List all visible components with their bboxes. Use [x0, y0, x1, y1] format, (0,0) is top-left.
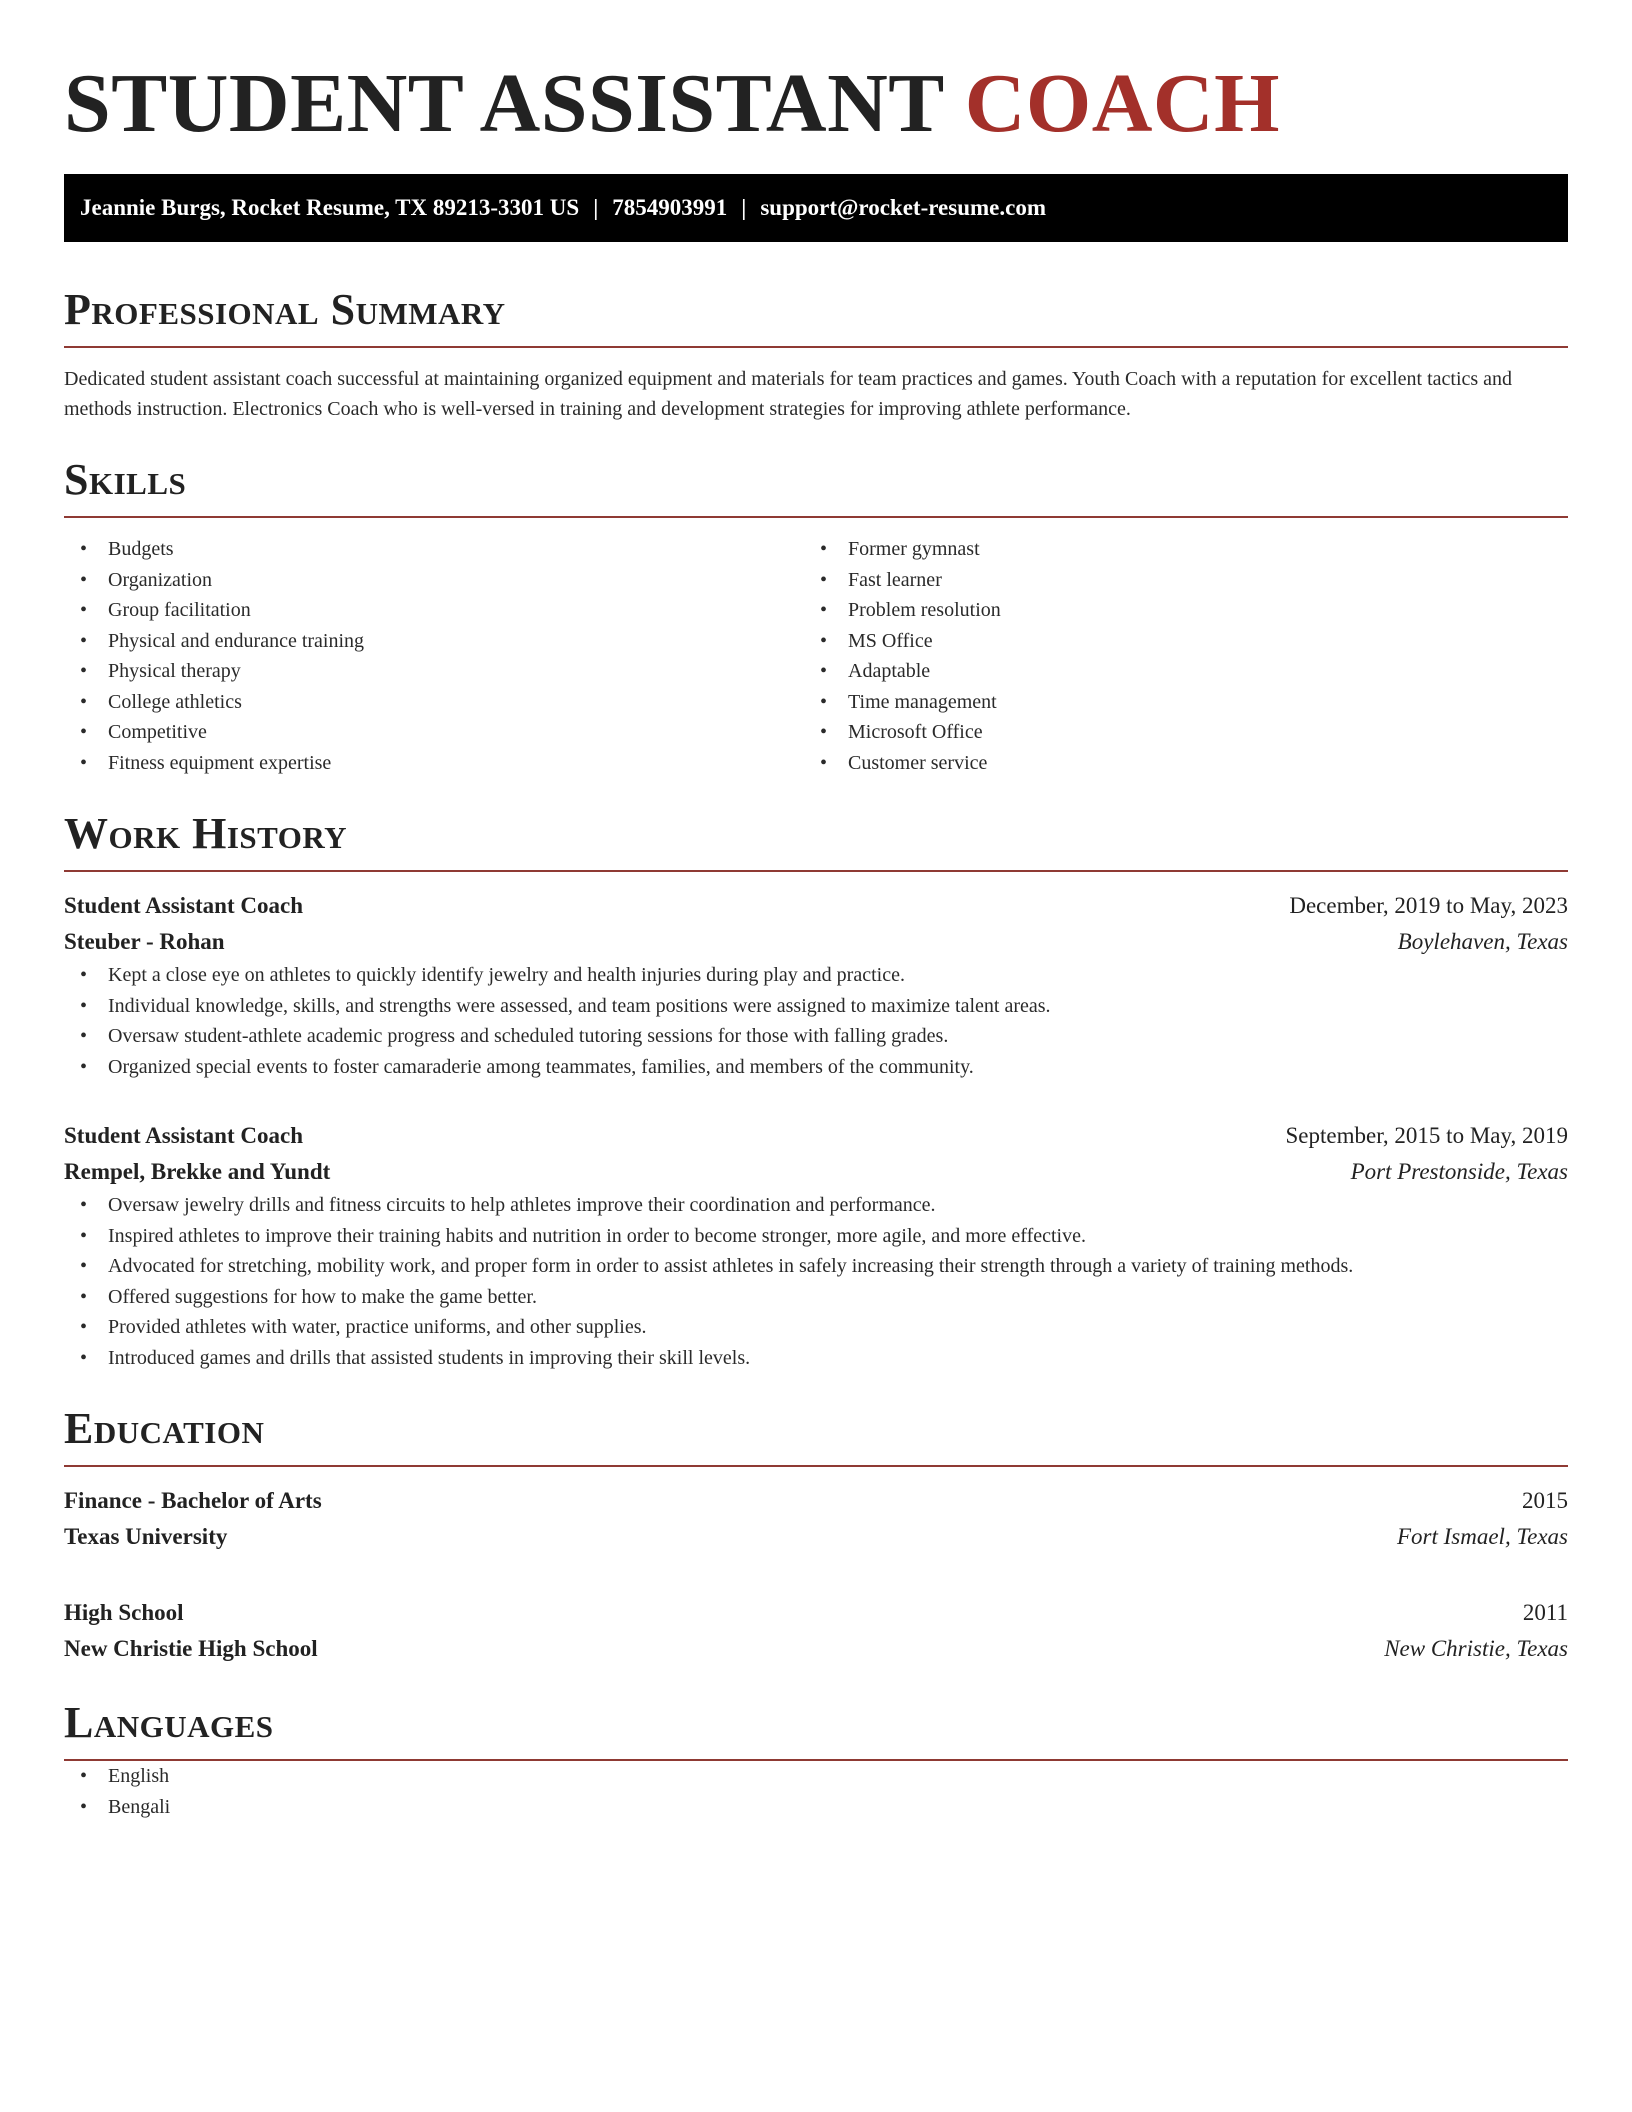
education-year: 2015: [1522, 1488, 1568, 1513]
skill-item: • MS Office: [804, 626, 1544, 657]
skill-item: • Physical therapy: [64, 656, 804, 687]
section-divider: [64, 516, 1568, 518]
title-main: STUDENT ASSISTANT: [64, 57, 965, 150]
skills-column-left: [64, 534, 804, 778]
skill-item: • College athletics: [64, 687, 804, 718]
skill-item: • Customer service: [804, 748, 1544, 779]
skill-item: • Adaptable: [804, 656, 1544, 687]
job-header-row: [64, 1118, 1568, 1154]
job-duty: • Kept a close eye on athletes to quickly identify jewelry and health injuries during play and practice.: [64, 960, 1568, 991]
job-company-row: [64, 924, 1568, 960]
skills-column-right: [804, 534, 1544, 778]
job-location: Port Prestonside, Texas: [1350, 1159, 1568, 1184]
education-section: [64, 1403, 1568, 1667]
job-duty: • Oversaw student-athlete academic progress and scheduled tutoring sessions for those with falling grades.: [64, 1021, 1568, 1052]
skill-item: • Time management: [804, 687, 1544, 718]
section-divider: [64, 346, 1568, 348]
education-school-row: [64, 1519, 1568, 1555]
summary-section: [64, 284, 1568, 424]
contact-bar: [64, 174, 1568, 242]
section-divider: [64, 870, 1568, 872]
education-school: Texas University: [64, 1524, 228, 1549]
language-item: • Bengali: [64, 1792, 1568, 1823]
contact-phone: 7854903991: [612, 195, 728, 220]
job-duties: [64, 960, 1568, 1082]
education-heading: Education: [64, 1404, 265, 1453]
job-title: Student Assistant Coach: [64, 893, 303, 918]
skill-item: • Physical and endurance training: [64, 626, 804, 657]
job-company: Rempel, Brekke and Yundt: [64, 1159, 331, 1184]
job-duty: • Introduced games and drills that assisted students in improving their skill levels.: [64, 1343, 1568, 1374]
job-entry: [64, 888, 1568, 1082]
education-degree-row: [64, 1595, 1568, 1631]
summary-text: Dedicated student assistant coach successful at maintaining organized equipment and materials for team practices and games. Youth Coach with a reputation for excellent tactics and methods instruction. Electronics Coach who is well-versed in training and development strategies for improving athlete performance.: [64, 368, 1513, 420]
job-duty: • Individual knowledge, skills, and strengths were assessed, and team positions were assigned to maximize talent areas.: [64, 991, 1568, 1022]
job-duty: • Organized special events to foster camaraderie among teammates, families, and members of the community.: [64, 1052, 1568, 1083]
education-school: New Christie High School: [64, 1636, 318, 1661]
job-duty: • Inspired athletes to improve their training habits and nutrition in order to become stronger, more agile, and more effective.: [64, 1221, 1568, 1252]
skills-section: [64, 454, 1568, 778]
job-duty: • Oversaw jewelry drills and fitness circuits to help athletes improve their coordination and performance.: [64, 1190, 1568, 1221]
skill-item: • Organization: [64, 565, 804, 596]
skills-columns: [64, 534, 1568, 778]
resume-title: [64, 58, 1568, 150]
skills-list-left: [64, 534, 804, 778]
section-divider: [64, 1465, 1568, 1467]
education-location: Fort Ismael, Texas: [1396, 1524, 1568, 1549]
summary-heading: Professional Summary: [64, 285, 506, 334]
job-company-row: [64, 1154, 1568, 1190]
job-duty: • Advocated for stretching, mobility work, and proper form in order to assist athletes in safely increasing their strength through a variety of training methods.: [64, 1251, 1568, 1282]
job-duties: [64, 1190, 1568, 1373]
title-accent: COACH: [964, 57, 1280, 150]
work-history-heading: Work History: [64, 809, 348, 858]
job-duty: • Provided athletes with water, practice uniforms, and other supplies.: [64, 1312, 1568, 1343]
education-year: 2011: [1522, 1600, 1568, 1625]
job-header-row: [64, 888, 1568, 924]
education-entry: [64, 1595, 1568, 1667]
job-duty: • Offered suggestions for how to make the game better.: [64, 1282, 1568, 1313]
skill-item: • Budgets: [64, 534, 804, 565]
contact-separator: |: [741, 195, 747, 220]
contact-email: support@rocket-resume.com: [760, 195, 1046, 220]
job-title: Student Assistant Coach: [64, 1123, 303, 1148]
skill-item: • Former gymnast: [804, 534, 1544, 565]
skill-item: • Microsoft Office: [804, 717, 1544, 748]
skills-heading: Skills: [64, 455, 187, 504]
job-entry: [64, 1118, 1568, 1373]
job-dates: December, 2019 to May, 2023: [1289, 893, 1568, 918]
contact-separator: |: [593, 195, 599, 220]
skill-item: • Fast learner: [804, 565, 1544, 596]
language-item: • English: [64, 1761, 1568, 1792]
contact-address: Jeannie Burgs, Rocket Resume, TX 89213-3301 US: [80, 195, 580, 220]
job-company: Steuber - Rohan: [64, 929, 225, 954]
education-degree: Finance - Bachelor of Arts: [64, 1488, 322, 1513]
job-dates: September, 2015 to May, 2019: [1285, 1123, 1568, 1148]
job-location: Boylehaven, Texas: [1397, 929, 1568, 954]
education-location: New Christie, Texas: [1384, 1636, 1568, 1661]
work-history-section: [64, 808, 1568, 1373]
languages-list: [64, 1761, 1568, 1822]
education-degree: High School: [64, 1600, 184, 1625]
education-entry: [64, 1483, 1568, 1555]
education-school-row: [64, 1631, 1568, 1667]
languages-heading: Languages: [64, 1698, 274, 1747]
education-degree-row: [64, 1483, 1568, 1519]
skill-item: • Group facilitation: [64, 595, 804, 626]
languages-section: [64, 1697, 1568, 1822]
skills-list-right: [804, 534, 1544, 778]
skill-item: • Problem resolution: [804, 595, 1544, 626]
skill-item: • Competitive: [64, 717, 804, 748]
skill-item: • Fitness equipment expertise: [64, 748, 804, 779]
